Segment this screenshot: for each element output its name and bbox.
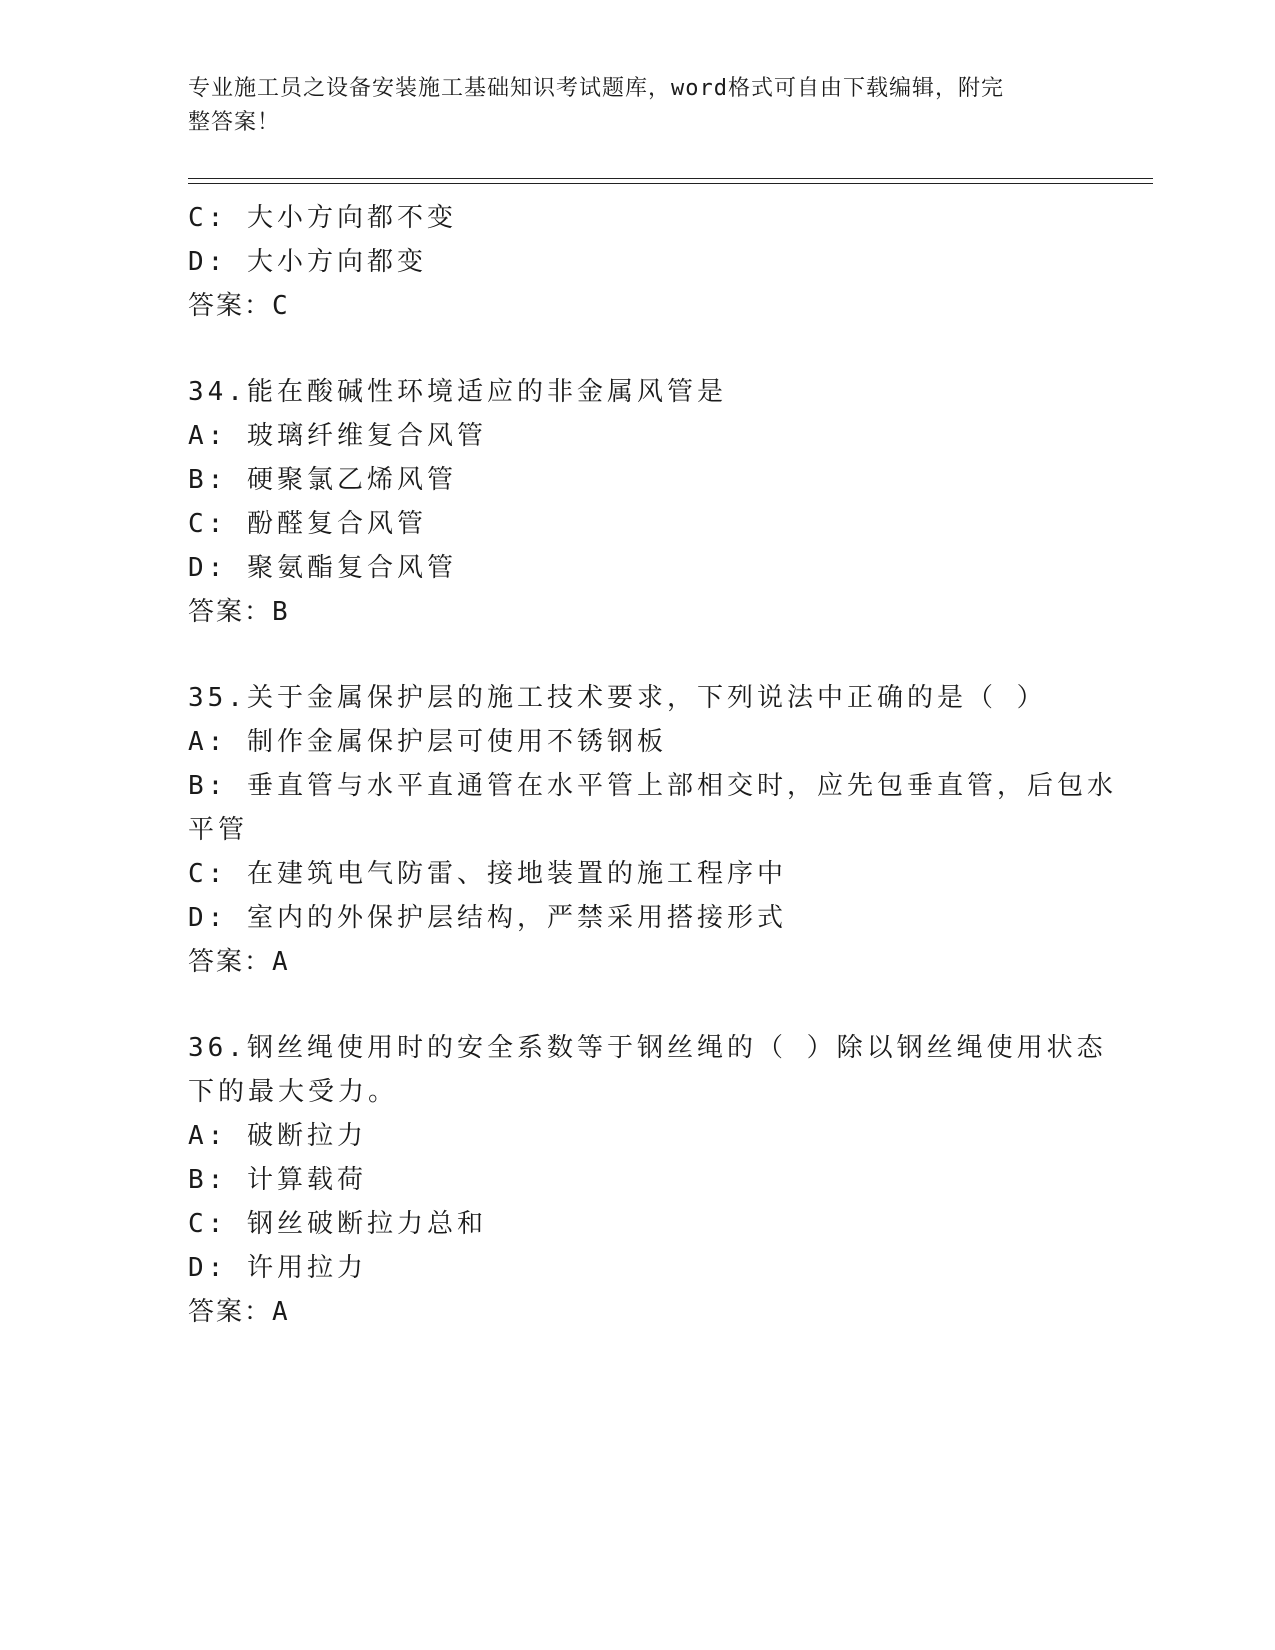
q35-option-b-line-2: 平管	[188, 815, 249, 845]
header-line-1: 专业施工员之设备安装施工基础知识考试题库，word格式可自由下载编辑，附完	[188, 76, 1004, 101]
q33-option-c: C: 大小方向都不变	[188, 203, 457, 233]
q34-option-c: C: 酚醛复合风管	[188, 509, 427, 539]
q35-option-c: C: 在建筑电气防雷、接地装置的施工程序中	[188, 859, 787, 889]
q35-option-a: A: 制作金属保护层可使用不锈钢板	[188, 727, 667, 757]
q36-answer: 答案：A	[188, 1297, 290, 1327]
q34-question: 34.能在酸碱性环境适应的非金属风管是	[188, 377, 727, 407]
q35-answer: 答案：A	[188, 947, 290, 977]
document-header	[188, 72, 1068, 140]
q33-option-d: D: 大小方向都变	[188, 247, 427, 277]
q35-option-b-line-1: B: 垂直管与水平直通管在水平管上部相交时，应先包垂直管，后包水	[188, 771, 1117, 801]
q35-option-d: D: 室内的外保护层结构，严禁采用搭接形式	[188, 903, 787, 933]
q36-option-a: A: 破断拉力	[188, 1121, 367, 1151]
q34-option-d: D: 聚氨酯复合风管	[188, 553, 457, 583]
q34-answer: 答案：B	[188, 597, 290, 627]
q34-option-b: B: 硬聚氯乙烯风管	[188, 465, 457, 495]
q33-answer: 答案：C	[188, 291, 290, 321]
q36-option-b: B: 计算载荷	[188, 1165, 367, 1195]
header-divider-bottom	[188, 183, 1153, 184]
q36-question-line-1: 36.钢丝绳使用时的安全系数等于钢丝绳的（ ）除以钢丝绳使用状态	[188, 1033, 1107, 1063]
header-line-2: 整答案！	[188, 110, 281, 135]
q36-question-line-2: 下的最大受力。	[188, 1077, 399, 1107]
q34-option-a: A: 玻璃纤维复合风管	[188, 421, 487, 451]
q35-question: 35.关于金属保护层的施工技术要求，下列说法中正确的是（ ）	[188, 683, 1047, 713]
q36-option-d: D: 许用拉力	[188, 1253, 367, 1283]
header-divider-top	[188, 178, 1153, 179]
q36-option-c: C: 钢丝破断拉力总和	[188, 1209, 487, 1239]
